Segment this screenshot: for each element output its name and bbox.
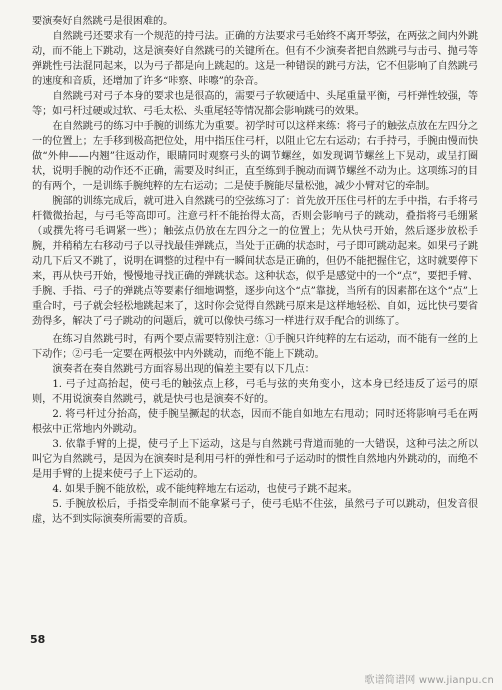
paragraph-wrist-training: 在自然跳弓的练习中手腕的训练尤为重要。初学时可以这样来练：将弓子的触弦点放在左四分之一的位置上；左手移到极高把位处，用中指压住弓杆，以阻止它左右运动；右手持弓，手腕由慢而快做“外伸——内翘”往返动作，眼睛同时观察弓头的调节螺丝，如发现调节螺丝上下晃动，或呈打圈状，说明手腕的动作还不正确，需要及时纠正，直至练到手腕动而调节螺丝不动为止。这项练习的目的有两个，一是训练手腕纯粹的左右运动；二是使手腕能尽量松弛，减少小臂对它的牵制。 [32,121,478,192]
page-body [32,14,478,527]
paragraph-bow-quality: 自然跳弓对弓子本身的要求也是很高的，需要弓子软硬适中、头尾重量平衡，弓杆弹性较强，等等；如弓杆过硬或过软、弓毛太松、头重尾轻等情况都会影响跳弓的效果。 [32,91,478,117]
list-item-error-1: 1. 弓子过高抬起，使弓毛的触弦点上移，弓毛与弦的夹角变小，这本身已经违反了运弓的原则，不用说演奏自然跳弓，就是快弓也是演奏不好的。 [32,379,478,405]
list-item-error-4: 4. 如果手腕不能放松，或不能纯粹地左右运动，也使弓子跳不起来。 [52,484,358,495]
list-item-error-2: 2. 将弓杆过分抬高，使手腕呈撅起的状态，因而不能自如地左右甩动；同时还将影响弓毛在两根弦中正常地内外跳动。 [32,409,478,435]
paragraph-key-points: 在练习自然跳弓时，有两个要点需要特别注意：①手腕只许纯粹的左右运动，而不能有一丝的上下动作；②弓毛一定要在两根弦中内外跳动，而绝不能上下跳动。 [32,334,478,360]
list-item-error-3: 3. 依靠手臂的上提，使弓子上下运动，这是与自然跳弓背道而驰的一大错误，这种弓法之所以叫它为自然跳弓，是因为在演奏时是利用弓杆的弹性和弓子运动时的惯性自然地内外跳动的，而绝不是用手臂的上提来使弓子上下运动的。 [32,439,478,480]
site-watermark: 歌谱简谱网 www.jianpu.cn [364,675,494,686]
paragraph-bow-hold: 自然跳弓还要求有一个规范的持弓法。正确的方法要求弓毛始终不离开琴弦，在两弦之间内外跳动，而不能上下跳动，这是演奏好自然跳弓的关键所在。但有不少演奏者把自然跳弓与击弓、抛弓等弹跳性弓法混同起来，以为弓子都是向上跳起的。这是一种错误的跳弓方法，它不但影响了自然跳弓的速度和音质，还增加了许多“咔察、咔嚓”的杂音。 [32,31,478,87]
page-number: 58 [30,633,46,646]
list-item-error-5: 5. 手腕放松后，手指受牵制而不能拿紧弓子，使弓毛贴不住弦，虽然弓子可以跳动，但发音很虚，达不到实际演奏所需要的音质。 [32,499,478,525]
paragraph-common-errors-heading: 演奏者在奏自然跳弓方面容易出现的偏差主要有以下几点： [52,364,315,375]
paragraph-open-string-practice: 腕部的训练完成后，就可进入自然跳弓的空弦练习了：首先放开压住弓杆的左手中指，右手将弓杆微微抬起，与弓毛等高即可。注意弓杆不能抬得太高，否则会影响弓子的跳动，叠指将弓毛绷紧（或撰先将弓毛调紧一些）；触弦点仍放在左四分之一的位置上；先从快弓开始，然后逐步放松手腕，并稍稍左右移动弓子以寻找最佳弹跳点，当处于正确的状态时，弓子即可跳动起来。如果弓子跳动几下后又不跳了，说明在调整的过程中有一瞬间状态是正确的，但仍不能把握住它，这时就要停下来，再从快弓开始，慢慢地寻找正确的弹跳状态。这种状态，似乎是感觉中的一个“点”，要把手臂、手腕、手指、弓子的弹跳点等要素仔细地调整，逐步向这个“点”靠拢，当所有的因素都在这个“点”上重合时，弓子就会轻松地跳起来了，这时你会觉得自然跳弓原来是这样地轻松、自如，远比快弓要省劲得多，解决了弓子跳动的问题后，就可以像快弓练习一样进行双手配合的训练了。 [32,196,478,327]
paragraph-intro: 要演奏好自然跳弓是很困难的。 [32,16,174,27]
